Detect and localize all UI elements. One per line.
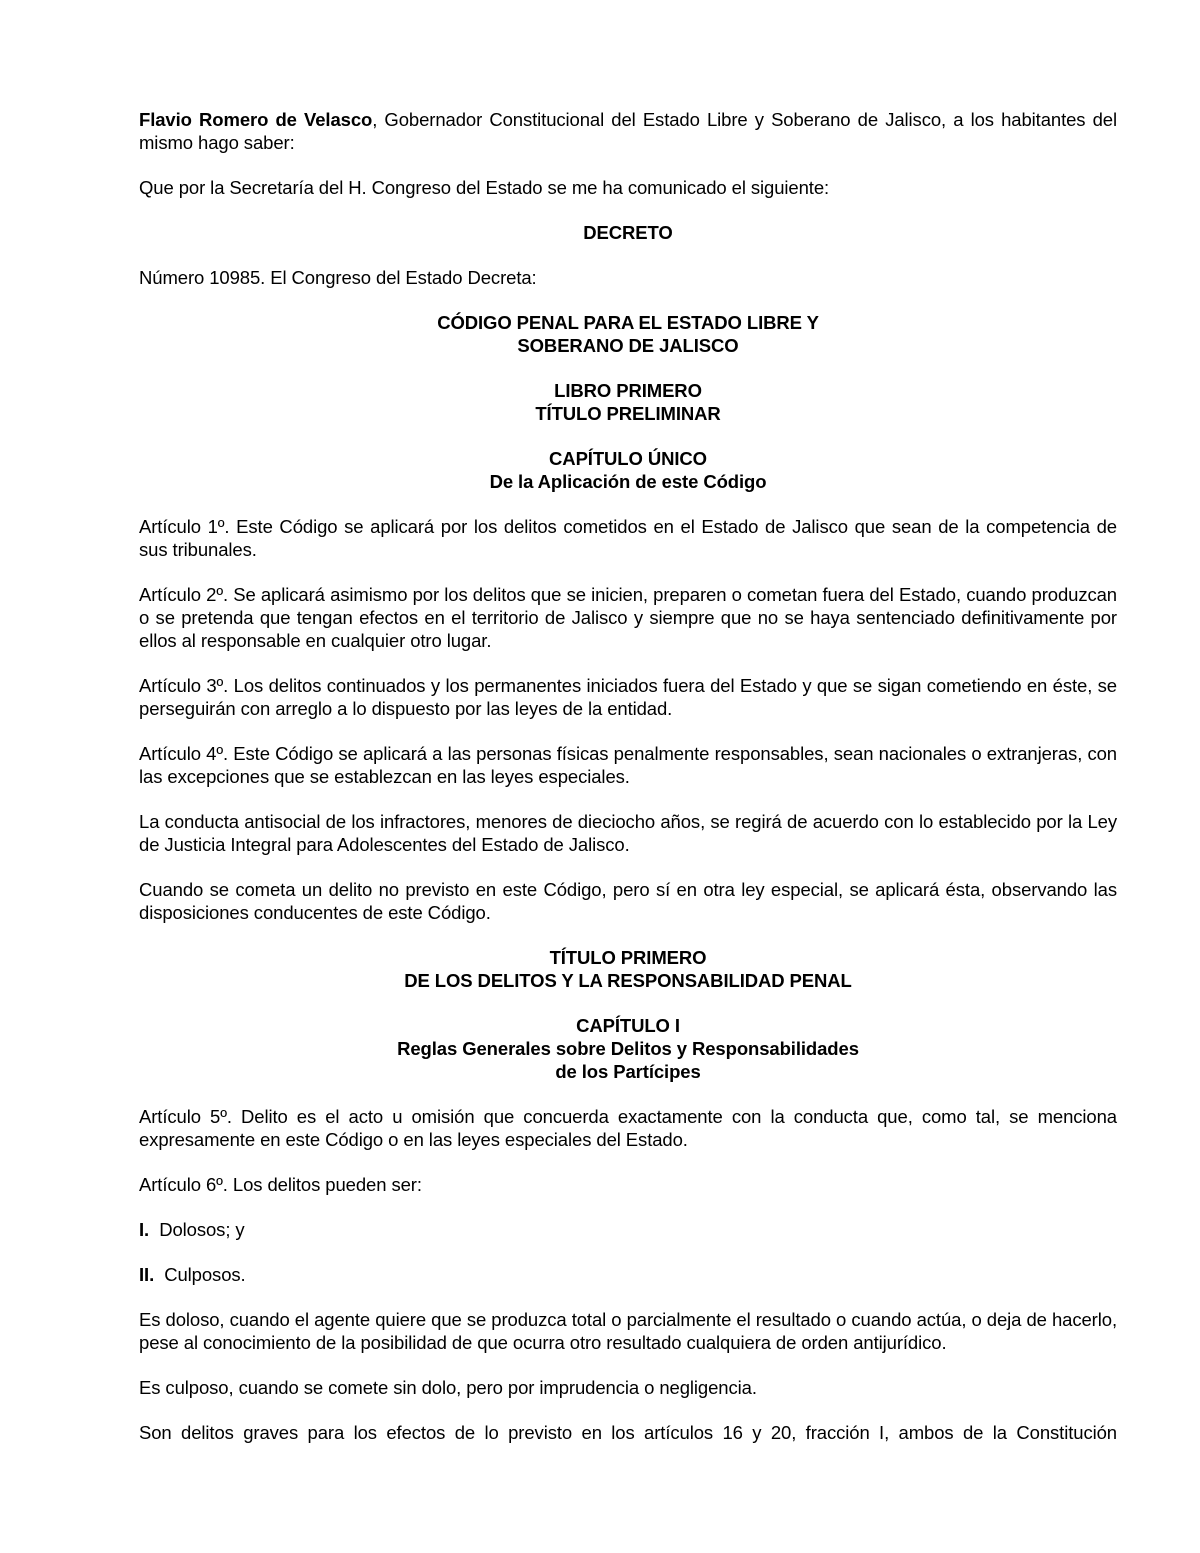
article-paragraph: Es doloso, cuando el agente quiere que se produzca total o parcialmente el resultado o cuando actúa, o deja de hacerlo, pese al conocimiento de la posibilidad de que ocurra otro resultado cualquiera de orden antijurídico. [139,1309,1117,1353]
document-page [139,108,1117,1444]
code-title-line: CÓDIGO PENAL PARA EL ESTADO LIBRE Y [437,312,819,333]
fraccion-number: II. [139,1264,155,1285]
governor-name: Flavio Romero de Velasco [139,109,373,130]
titulo-line: TÍTULO PRIMERO [549,947,707,968]
titulo-preliminar-line: TÍTULO PRELIMINAR [535,403,721,424]
libro-heading [139,379,1117,425]
article-paragraph: Cuando se cometa un delito no previsto en este Código, pero sí en otra ley especial, se aplicará ésta, observando las disposiciones conducentes de este Código. [139,879,1117,923]
article-paragraph: Son delitos graves para los efectos de lo previsto en los artículos 16 y 20, fracción I, ambos de la Constitución [139,1422,1117,1443]
titulo-subtitle: DE LOS DELITOS Y LA RESPONSABILIDAD PENAL [404,970,852,991]
titulo-primero-heading [139,946,1117,992]
fraccion-item [139,1218,1117,1241]
code-title-line: SOBERANO DE JALISCO [517,335,739,356]
capitulo-subtitle: Reglas Generales sobre Delitos y Responsabilidades [397,1038,859,1059]
fraccion-number: I. [139,1219,150,1240]
capitulo-line: CAPÍTULO ÚNICO [549,448,707,469]
fraccion-item [139,1263,1117,1286]
article-paragraph: Artículo 4º. Este Código se aplicará a las personas físicas penalmente responsables, sean nacionales o extranjeras, con las excepciones que se establezcan en las leyes especiales. [139,743,1117,787]
article-paragraph: Artículo 6º. Los delitos pueden ser: [139,1174,422,1195]
numero-paragraph: Número 10985. El Congreso del Estado Decreta: [139,267,537,288]
article-paragraph: Artículo 3º. Los delitos continuados y los permanentes iniciados fuera del Estado y que se sigan cometiendo en éste, se perseguirán con arreglo a lo dispuesto por las leyes de la entidad. [139,675,1117,719]
capitulo-line: CAPÍTULO I [576,1015,680,1036]
fraccion-text: Dolosos; y [159,1219,245,1240]
article-paragraph: Es culposo, cuando se comete sin dolo, pero por imprudencia o negligencia. [139,1377,757,1398]
libro-line: LIBRO PRIMERO [554,380,702,401]
article-paragraph: Artículo 5º. Delito es el acto u omisión que concuerda exactamente con la conducta que, como tal, se menciona expresamente en este Código o en las leyes especiales del Estado. [139,1106,1117,1150]
intro-text: , Gobernador Constitucional del Estado Libre y Soberano de Jalisco, a los habitantes del mismo hago saber: [139,109,1117,153]
article-paragraph: La conducta antisocial de los infractores, menores de dieciocho años, se regirá de acuerdo con lo establecido por la Ley de Justicia Integral para Adolescentes del Estado de Jalisco. [139,811,1117,855]
code-title [139,311,1117,357]
capitulo-subtitle: de los Partícipes [555,1061,701,1082]
capitulo-unico-heading [139,447,1117,493]
secretaria-paragraph: Que por la Secretaría del H. Congreso del Estado se me ha comunicado el siguiente: [139,177,830,198]
article-paragraph: Artículo 2º. Se aplicará asimismo por los delitos que se inicien, preparen o cometan fuera del Estado, cuando produzcan o se pretenda que tengan efectos en el territorio de Jalisco y siempre que no se haya sentenciado definitivamente por ellos al responsable en cualquier otro lugar. [139,584,1117,651]
decreto-heading: DECRETO [583,222,673,243]
article-paragraph: Artículo 1º. Este Código se aplicará por los delitos cometidos en el Estado de Jalisco que sean de la competencia de sus tribunales. [139,516,1117,560]
fraccion-text: Culposos. [164,1264,246,1285]
intro-paragraph [139,108,1117,154]
capitulo-i-heading [139,1014,1117,1083]
capitulo-subtitle: De la Aplicación de este Código [489,471,767,492]
